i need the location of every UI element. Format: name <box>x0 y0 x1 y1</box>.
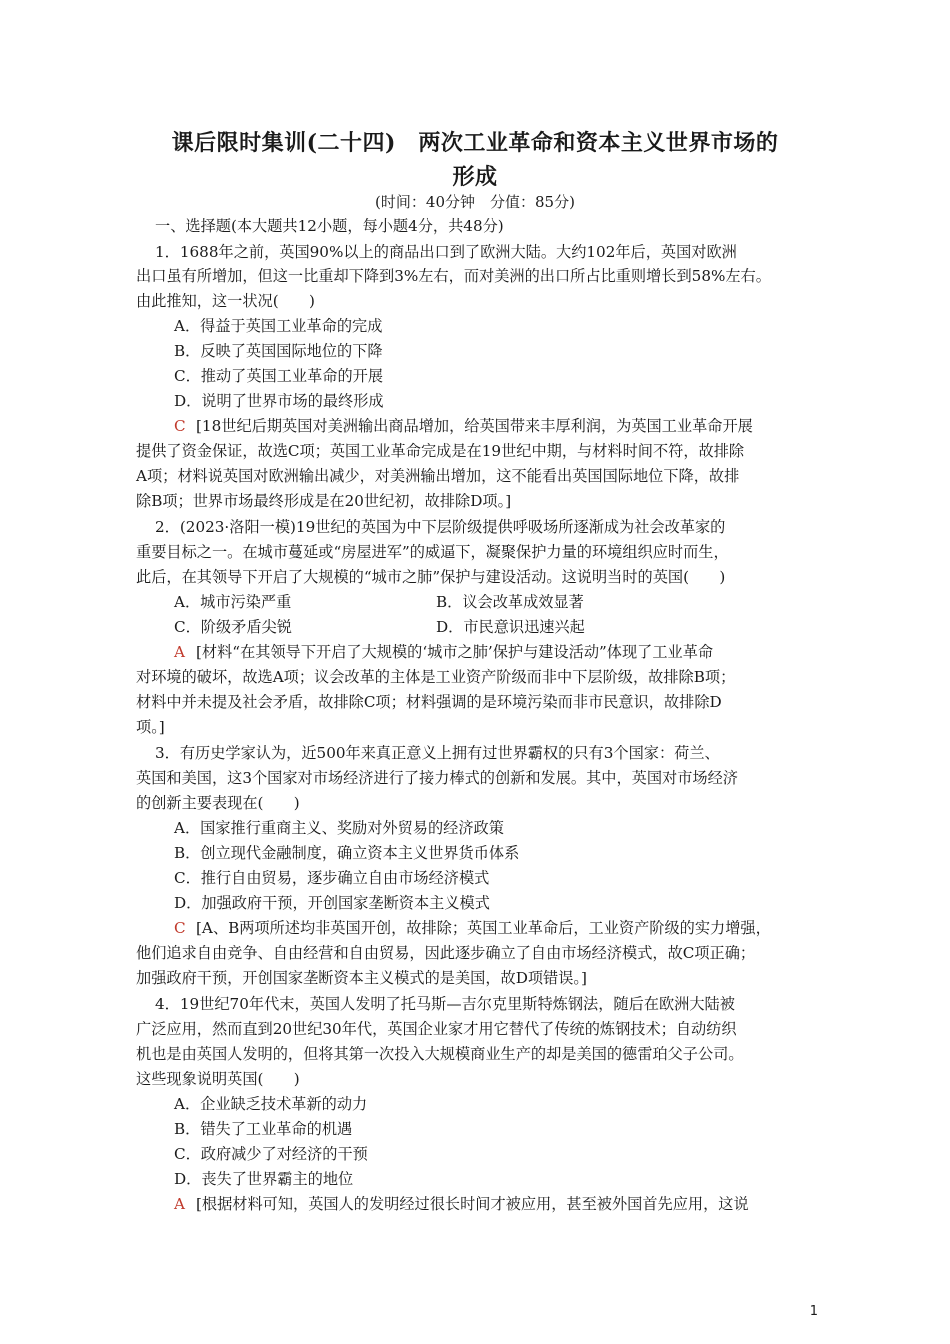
question-4-line: 4．19世纪70年代末，英国人发明了托马斯—吉尔克里斯特炼钢法，随后在欧洲大陆被 <box>155 995 735 1013</box>
question-4-option-c: C．政府减少了对经济的干预 <box>174 1145 368 1163</box>
question-2-explanation: 项。] <box>136 718 165 736</box>
question-3-option-c: C．推行自由贸易，逐步确立自由市场经济模式 <box>174 869 490 887</box>
question-2-line: 此后，在其领导下开启了大规模的“城市之肺”保护与建设活动。这说明当时的英国( ) <box>136 568 726 586</box>
question-4-line: 广泛应用，然而直到20世纪30年代，英国企业家才用它替代了传统的炼钢技术；自动纺织 <box>136 1020 737 1038</box>
time-and-score: (时间：40分钟 分值：85分) <box>375 193 575 211</box>
question-2-option-d: D．市民意识迅速兴起 <box>436 618 585 636</box>
question-1-explanation: [18世纪后期英国对美洲输出商品增加，给英国带来丰厚利润，为英国工业革命开展 <box>196 417 753 435</box>
question-4-explanation: [根据材料可知，英国人的发明经过很长时间才被应用，甚至被外国首先应用，这说 <box>196 1195 749 1213</box>
question-3-option-d: D．加强政府干预，开创国家垄断资本主义模式 <box>174 894 490 912</box>
question-2-explanation: 对环境的破坏，故选A项；议会改革的主体是工业资产阶级而非中下层阶级，故排除B项； <box>136 668 736 686</box>
question-1-explanation: 提供了资金保证，故选C项；英国工业革命完成是在19世纪中期，与材料时间不符，故排除 <box>136 442 745 460</box>
question-1-line: 1．1688年之前，英国90%以上的商品出口到了欧洲大陆。大约102年后，英国对欧洲 <box>155 243 737 261</box>
page-number: 1 <box>809 1304 818 1319</box>
question-1-line: 出口虽有所增加，但这一比重却下降到3%左右，而对美洲的出口所占比重则增长到58%左右。 <box>136 267 771 285</box>
question-2-explanation: [材料“在其领导下开启了大规模的‘城市之肺’保护与建设活动”体现了工业革命 <box>196 643 714 661</box>
question-4-option-d: D．丧失了世界霸主的地位 <box>174 1170 354 1188</box>
question-1-option-b: B．反映了英国国际地位的下降 <box>174 342 383 360</box>
question-4-option-b: B．错失了工业革命的机遇 <box>174 1120 353 1138</box>
question-3-explanation: 加强政府干预，开创国家垄断资本主义模式的是美国，故D项错误。] <box>136 969 587 987</box>
question-1-explanation: 除B项；世界市场最终形成是在20世纪初，故排除D项。] <box>136 492 512 510</box>
question-1-line: 由此推知，这一状况( ) <box>136 292 315 310</box>
question-2-line: 2．(2023·洛阳一模)19世纪的英国为中下层阶级提供呼吸场所逐渐成为社会改革家的 <box>155 518 726 536</box>
question-1-answer: C <box>174 417 186 435</box>
section-heading: 一、选择题(本大题共12小题，每小题4分，共48分) <box>155 217 504 235</box>
question-1-explanation: A项；材料说英国对欧洲输出减少，对美洲输出增加，这不能看出英国国际地位下降，故排 <box>136 467 740 485</box>
question-3-line: 的创新主要表现在( ) <box>136 794 300 812</box>
question-3-line: 英国和美国，这3个国家对市场经济进行了接力棒式的创新和发展。其中，英国对市场经济 <box>136 769 738 787</box>
question-3-explanation: [A、B两项所述均非英国开创，故排除；英国工业革命后，工业资产阶级的实力增强， <box>196 919 771 937</box>
question-1-option-c: C．推动了英国工业革命的开展 <box>174 367 384 385</box>
question-3-answer: C <box>174 919 186 937</box>
question-4-answer: A <box>174 1195 185 1213</box>
question-4-option-a: A．企业缺乏技术革新的动力 <box>174 1095 368 1113</box>
question-3-option-a: A．国家推行重商主义、奖励对外贸易的经济政策 <box>174 819 504 837</box>
question-4-line: 机也是由英国人发明的，但将其第一次投入大规模商业生产的却是美国的德雷珀父子公司。 <box>136 1045 744 1063</box>
question-2-option-c: C．阶级矛盾尖锐 <box>174 618 292 636</box>
question-2-explanation: 材料中并未提及社会矛盾，故排除C项；材料强调的是环境污染而非市民意识，故排除D <box>136 693 722 711</box>
page-title-line-1: 课后限时集训(二十四) 两次工业革命和资本主义世界市场的 <box>171 130 779 156</box>
page-title-line-2: 形成 <box>452 164 498 190</box>
question-1-option-d: D．说明了世界市场的最终形成 <box>174 392 384 410</box>
question-4-line: 这些现象说明英国( ) <box>136 1070 300 1088</box>
question-1-option-a: A．得益于英国工业革命的完成 <box>174 317 383 335</box>
question-2-line: 重要目标之一。在城市蔓延或“房屋进军”的威逼下，凝聚保护力量的环境组织应时而生， <box>136 543 729 561</box>
question-3-explanation: 他们追求自由竞争、自由经营和自由贸易，因此逐步确立了自由市场经济模式，故C项正确； <box>136 944 756 962</box>
question-3-option-b: B．创立现代金融制度，确立资本主义世界货币体系 <box>174 844 520 862</box>
question-2-option-b: B．议会改革成效显著 <box>436 593 584 611</box>
question-2-option-a: A．城市污染严重 <box>174 593 292 611</box>
question-3-line: 3．有历史学家认为，近500年来真正意义上拥有过世界霸权的只有3个国家：荷兰、 <box>155 744 720 762</box>
question-2-answer: A <box>174 643 185 661</box>
